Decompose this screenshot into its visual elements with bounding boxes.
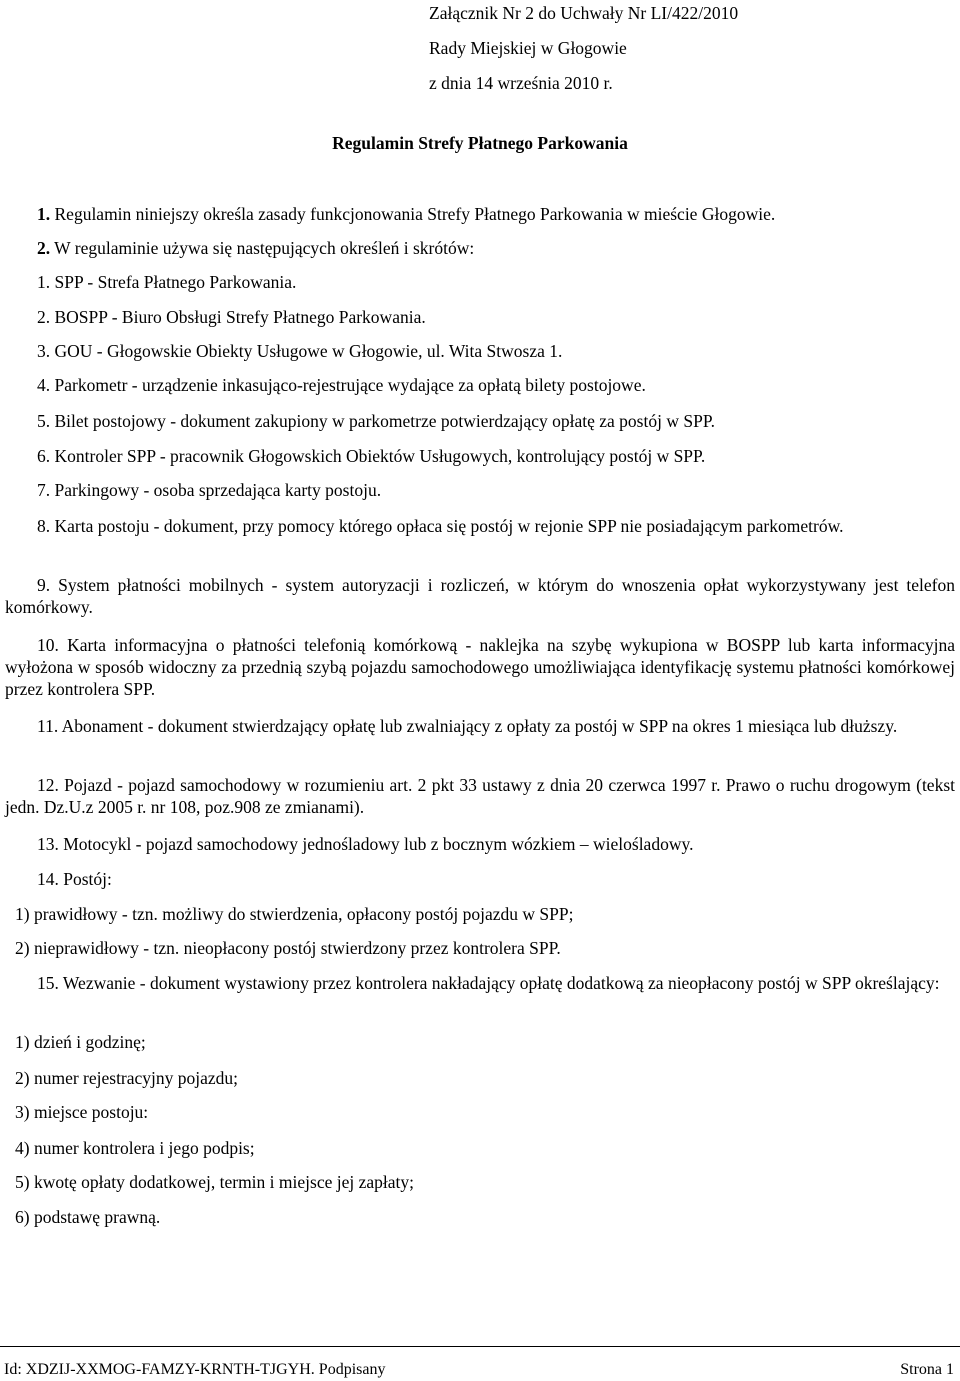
wezwanie-item-4: 4) numer kontrolera i jego podpis; [15, 1138, 255, 1158]
annex-line-2: Rady Miejskiej w Głogowie [429, 38, 627, 58]
wezwanie-item-5: 5) kwotę opłaty dodatkowej, termin i miejsce jej zapłaty; [15, 1172, 414, 1192]
wezwanie-item-1: 1) dzień i godzinę; [15, 1032, 146, 1052]
wezwanie-item-3: 3) miejsce postoju: [15, 1102, 149, 1122]
footer-page-number: Strona 1 [900, 1361, 954, 1378]
section-2-text: W regulaminie używa się następujących określeń i skrótów: [50, 238, 475, 258]
definition-13: 13. Motocykl - pojazd samochodowy jednośladowy lub z bocznym wózkiem – wielośladowy. [37, 834, 694, 854]
definition-8 [5, 515, 955, 537]
section-2-number: 2. [37, 238, 51, 258]
definition-1: 1. SPP - Strefa Płatnego Parkowania. [37, 272, 297, 292]
definition-15 [5, 972, 955, 994]
definition-9 [5, 574, 955, 618]
section-2 [37, 237, 474, 259]
definition-15-text: 15. Wezwanie - dokument wystawiony przez kontrolera nakładający opłatę dodatkową za nieopłacony postój w SPP określający: [37, 973, 940, 993]
section-1-text: Regulamin niniejszy określa zasady funkcjonowania Strefy Płatnego Parkowania w mieście Głogowie. [50, 204, 776, 224]
definition-9-text: 9. System płatności mobilnych - system autoryzacji i rozliczeń, w którym do wnoszenia opłat wykorzystywany jest telefon komórkowy. [5, 575, 955, 617]
definition-8-text: 8. Karta postoju - dokument, przy pomocy którego opłaca się postój w rejonie SPP nie posiadającym parkometrów. [37, 516, 844, 536]
definition-11-text: 11. Abonament - dokument stwierdzający opłatę lub zwalniający z opłaty za postój w SPP na okres 1 miesiąca lub dłuższy. [37, 716, 898, 736]
section-1 [37, 203, 775, 225]
postoj-item-1: 1) prawidłowy - tzn. możliwy do stwierdzenia, opłacony postój pojazdu w SPP; [15, 904, 574, 924]
definition-11 [5, 715, 955, 737]
annex-line-3: z dnia 14 września 2010 r. [429, 73, 613, 93]
definition-7: 7. Parkingowy - osoba sprzedająca karty postoju. [37, 480, 382, 500]
definition-4: 4. Parkometr - urządzenie inkasująco-rejestrujące wydające za opłatą bilety postojowe. [37, 375, 646, 395]
section-1-number: 1. [37, 204, 51, 224]
postoj-item-2: 2) nieprawidłowy - tzn. nieopłacony postój stwierdzony przez kontrolera SPP. [15, 938, 561, 958]
footer-document-id: Id: XDZIJ-XXMOG-FAMZY-KRNTH-TJGYH. Podpisany [4, 1361, 386, 1378]
definition-2: 2. BOSPP - Biuro Obsługi Strefy Płatnego Parkowania. [37, 307, 426, 327]
definition-10-text: 10. Karta informacyjna o płatności telefonią komórkową - naklejka na szybę wykupiona w BOSPP lub karta informacyjna wyłożona w sposób widoczny za przednią szybą pojazdu samochodowego umożliwiająca identyfikację systemu płatności komórkowej przez kontrolera SPP. [5, 635, 955, 699]
definition-3: 3. GOU - Głogowskie Obiekty Usługowe w Głogowie, ul. Wita Stwosza 1. [37, 341, 563, 361]
document-title: Regulamin Strefy Płatnego Parkowania [332, 133, 628, 153]
wezwanie-item-6: 6) podstawę prawną. [15, 1207, 161, 1227]
definition-6: 6. Kontroler SPP - pracownik Głogowskich Obiektów Usługowych, kontrolujący postój w SPP. [37, 446, 706, 466]
definition-10 [5, 634, 955, 700]
definition-14: 14. Postój: [37, 869, 112, 889]
footer-divider [0, 1346, 960, 1347]
definition-5: 5. Bilet postojowy - dokument zakupiony w parkometrze potwierdzający opłatę za postój w SPP. [37, 411, 715, 431]
definition-12-text: 12. Pojazd - pojazd samochodowy w rozumieniu art. 2 pkt 33 ustawy z dnia 20 czerwca 1997 r. Prawo o ruchu drogowym (tekst jedn. Dz.U.z 2005 r. nr 108, poz.908 ze zmianami). [5, 775, 955, 817]
definition-12 [5, 774, 955, 818]
wezwanie-item-2: 2) numer rejestracyjny pojazdu; [15, 1068, 239, 1088]
annex-line-1: Załącznik Nr 2 do Uchwały Nr LI/422/2010 [429, 3, 739, 23]
